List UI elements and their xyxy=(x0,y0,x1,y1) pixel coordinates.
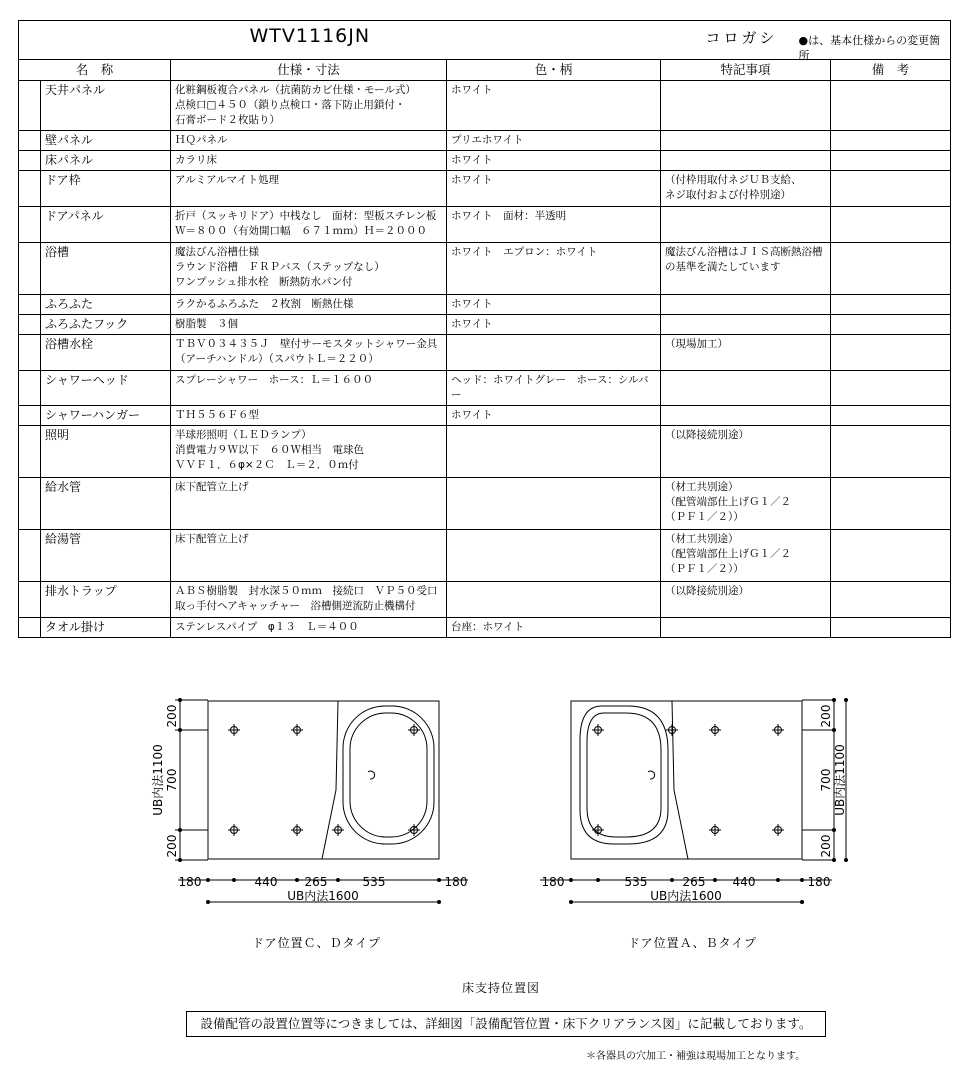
model-number: WTV1116JN xyxy=(249,24,371,47)
dimension-tick xyxy=(178,858,182,862)
dimension-tick xyxy=(832,858,836,862)
item-name: ふろふた xyxy=(41,295,171,315)
item-special xyxy=(661,131,831,151)
item-spec: 半球形照明（ＬＥＤランプ） 消費電力９Ｗ以下 ６０Ｗ相当 電球色 ＶＶＦ１．６φ×２Ｃ Ｌ＝２．０ｍ付 xyxy=(171,426,447,478)
bullet-mark-icon: ● xyxy=(798,33,809,47)
item-name: 床パネル xyxy=(41,151,171,171)
item-spec: ＴＢＶ０３４３５Ｊ 壁付サーモスタットシャワー金具 （アーチハンドル）（スパウトＬ＝２２０） xyxy=(171,335,447,371)
right-vdim-0: 200 xyxy=(819,704,833,728)
support-point-icon xyxy=(772,724,784,736)
item-color: プリエホワイト xyxy=(447,131,661,151)
mark-cell xyxy=(19,530,41,582)
item-name: 壁パネル xyxy=(41,131,171,151)
item-color: 台座：ホワイト xyxy=(447,618,661,638)
item-special xyxy=(661,406,831,426)
header-special: 特記事項 xyxy=(661,60,831,81)
item-remarks xyxy=(831,426,951,478)
item-spec: 化粧鋼板複合パネル（抗菌防カビ仕様・モール式） 点検口□４５０（鎖り点検口・落下防止用鎖付・ 石膏ボード２枚貼り） xyxy=(171,81,447,131)
dimension-tick xyxy=(776,878,780,882)
header-remarks: 備 考 xyxy=(831,60,951,81)
right-htotal: UB内法1600 xyxy=(650,889,722,903)
item-special xyxy=(661,207,831,243)
right-hdim-0: 180 xyxy=(541,875,565,889)
support-point-icon xyxy=(592,824,604,836)
mark-cell xyxy=(19,618,41,638)
support-point-icon xyxy=(332,824,344,836)
item-color xyxy=(447,478,661,530)
left-vdim-0: 200 xyxy=(165,704,179,728)
item-color: ホワイト 面材：半透明 xyxy=(447,207,661,243)
item-color xyxy=(447,426,661,478)
support-point-icon xyxy=(709,824,721,836)
floor-support-plans xyxy=(0,680,976,960)
item-name: 給水管 xyxy=(41,478,171,530)
dimension-tick xyxy=(295,878,299,882)
item-name: 排水トラップ xyxy=(41,582,171,618)
right-vtotal: UB内法1100 xyxy=(833,744,847,816)
support-point-icon xyxy=(592,724,604,736)
support-point-icon xyxy=(408,824,420,836)
dimension-tick xyxy=(713,878,717,882)
item-color: ホワイト xyxy=(447,315,661,335)
dimension-tick xyxy=(596,878,600,882)
dimension-tick xyxy=(832,728,836,732)
item-spec: ラクかるふろふた ２枚割 断熱仕様 xyxy=(171,295,447,315)
dimension-tick xyxy=(178,828,182,832)
left-vdim-2: 200 xyxy=(165,834,179,858)
item-special xyxy=(661,618,831,638)
table-row xyxy=(19,131,951,151)
left-vtotal: UB内法1100 xyxy=(151,744,165,816)
mark-cell xyxy=(19,243,41,295)
item-color xyxy=(447,530,661,582)
left-hdim-0: 180 xyxy=(178,875,202,889)
table-row xyxy=(19,243,951,295)
item-color: ホワイト xyxy=(447,81,661,131)
item-spec: 床下配管立上げ xyxy=(171,530,447,582)
item-special xyxy=(661,151,831,171)
item-remarks xyxy=(831,81,951,131)
item-spec: スプレーシャワー ホース：Ｌ＝１６００ xyxy=(171,371,447,406)
mark-cell xyxy=(19,315,41,335)
right-hdim-1: 535 xyxy=(624,875,648,889)
item-remarks xyxy=(831,151,951,171)
mark-cell xyxy=(19,426,41,478)
item-name: 照明 xyxy=(41,426,171,478)
left-hdim-1: 440 xyxy=(254,875,278,889)
right-vdim-1: 700 xyxy=(819,768,833,792)
right-vdim-2: 200 xyxy=(819,834,833,858)
section-title: 床支持位置図 xyxy=(462,981,541,995)
item-special: （材工共別途） （配管端部仕上げＧ１／２ （ＰＦ１／２）） xyxy=(661,530,831,582)
item-remarks xyxy=(831,582,951,618)
table-row xyxy=(19,371,951,406)
item-spec: 折戸（スッキリドア）中桟なし 面材：型板スチレン板 Ｗ＝８００（有効開口幅 ６７１ｍｍ）Ｈ＝２０００ xyxy=(171,207,447,243)
table-row xyxy=(19,81,951,131)
mark-cell xyxy=(19,207,41,243)
item-special xyxy=(661,315,831,335)
mark-cell xyxy=(19,171,41,207)
mark-cell xyxy=(19,131,41,151)
title-row xyxy=(19,21,951,60)
item-remarks xyxy=(831,371,951,406)
right-hdim-4: 180 xyxy=(807,875,831,889)
item-spec: ＴＨ５５６Ｆ６型 xyxy=(171,406,447,426)
item-special xyxy=(661,371,831,406)
mark-cell xyxy=(19,81,41,131)
item-remarks xyxy=(831,315,951,335)
header-spec: 仕様・寸法 xyxy=(171,60,447,81)
item-name: シャワーハンガー xyxy=(41,406,171,426)
mark-cell xyxy=(19,295,41,315)
dimension-tick xyxy=(569,900,573,904)
table-row xyxy=(19,207,951,243)
item-spec: ＡＢＳ樹脂製 封水深５０ｍｍ 接続口 ＶＰ５０受口 取っ手付ヘアキャッチャー 浴槽側逆流防止機構付 xyxy=(171,582,447,618)
dimension-tick xyxy=(178,698,182,702)
dimension-tick xyxy=(800,878,804,882)
table-row xyxy=(19,406,951,426)
dimension-tick xyxy=(437,878,441,882)
item-color: ヘッド：ホワイトグレー ホース：シルバー xyxy=(447,371,661,406)
support-point-icon xyxy=(228,724,240,736)
piping-notice: 設備配管の設置位置等につきましては、詳細図「設備配管位置・床下クリアランス図」に記載しております。 xyxy=(186,1011,826,1037)
item-name: ふろふたフック xyxy=(41,315,171,335)
left-drain-icon xyxy=(368,771,375,779)
item-name: 浴槽水栓 xyxy=(41,335,171,371)
table-row xyxy=(19,426,951,478)
table-row xyxy=(19,151,951,171)
left-htotal: UB内法1600 xyxy=(287,889,359,903)
left-plan-caption: ドア位置Ｃ、Ｄタイプ xyxy=(252,936,382,950)
item-remarks xyxy=(831,207,951,243)
table-row xyxy=(19,335,951,371)
table-row xyxy=(19,618,951,638)
table-row xyxy=(19,315,951,335)
dimension-tick xyxy=(844,858,848,862)
table-row xyxy=(19,478,951,530)
item-name: 給湯管 xyxy=(41,530,171,582)
item-remarks xyxy=(831,530,951,582)
left-door-line xyxy=(322,701,338,859)
item-color: ホワイト xyxy=(447,151,661,171)
support-point-icon xyxy=(666,724,678,736)
header-row xyxy=(19,60,951,81)
item-remarks xyxy=(831,131,951,151)
item-color: ホワイト xyxy=(447,406,661,426)
support-point-icon xyxy=(772,824,784,836)
mark-cell xyxy=(19,371,41,406)
item-spec: 床下配管立上げ xyxy=(171,478,447,530)
item-name: 天井パネル xyxy=(41,81,171,131)
item-special: （付枠用取付ネジＵＢ支給、 ネジ取付および付枠別途） xyxy=(661,171,831,207)
item-special: （以降接続別途） xyxy=(661,426,831,478)
item-remarks xyxy=(831,243,951,295)
left-hdim-2: 265 xyxy=(304,875,328,889)
mark-cell xyxy=(19,478,41,530)
item-remarks xyxy=(831,171,951,207)
right-hdim-3: 440 xyxy=(732,875,756,889)
table-row xyxy=(19,171,951,207)
item-name: タオル掛け xyxy=(41,618,171,638)
item-name: ドア枠 xyxy=(41,171,171,207)
table-row xyxy=(19,530,951,582)
left-hdim-3: 535 xyxy=(362,875,386,889)
item-remarks xyxy=(831,295,951,315)
right-drain-icon xyxy=(648,771,655,779)
item-color: ホワイト xyxy=(447,171,661,207)
spec-table xyxy=(18,20,951,638)
support-point-icon xyxy=(228,824,240,836)
header-name: 名 称 xyxy=(19,60,171,81)
installation-type: コロガシ xyxy=(705,28,778,47)
dimension-tick xyxy=(832,698,836,702)
item-spec: 樹脂製 ３個 xyxy=(171,315,447,335)
dimension-tick xyxy=(178,728,182,732)
right-hdim-2: 265 xyxy=(682,875,706,889)
support-point-icon xyxy=(291,824,303,836)
table-row xyxy=(19,582,951,618)
dimension-tick xyxy=(832,828,836,832)
right-door-line xyxy=(672,701,688,859)
item-name: シャワーヘッド xyxy=(41,371,171,406)
item-name: 浴槽 xyxy=(41,243,171,295)
item-special: （以降接続別途） xyxy=(661,582,831,618)
item-spec: ＨＱパネル xyxy=(171,131,447,151)
item-spec: カラリ床 xyxy=(171,151,447,171)
left-hdim-4: 180 xyxy=(444,875,468,889)
item-remarks xyxy=(831,478,951,530)
dimension-tick xyxy=(336,878,340,882)
item-color: ホワイト エプロン：ホワイト xyxy=(447,243,661,295)
item-special xyxy=(661,81,831,131)
mark-cell xyxy=(19,335,41,371)
mark-cell xyxy=(19,406,41,426)
left-plan-outline xyxy=(208,701,439,859)
left-tub-outer xyxy=(343,706,434,844)
header-color: 色・柄 xyxy=(447,60,661,81)
dimension-tick xyxy=(569,878,573,882)
item-spec: ステンレスパイプ φ１３ Ｌ＝４００ xyxy=(171,618,447,638)
item-special: 魔法びん浴槽はＪＩＳ高断熱浴槽 の基準を満たしています xyxy=(661,243,831,295)
item-special: （現場加工） xyxy=(661,335,831,371)
item-color: ホワイト xyxy=(447,295,661,315)
dimension-tick xyxy=(206,900,210,904)
item-remarks xyxy=(831,335,951,371)
item-spec: 魔法びん浴槽仕様 ラウンド浴槽 ＦＲＰバス（ステップなし） ワンプッシュ排水栓 断熱防水パン付 xyxy=(171,243,447,295)
item-special xyxy=(661,295,831,315)
left-vdim-1: 700 xyxy=(165,768,179,792)
support-point-icon xyxy=(709,724,721,736)
right-plan-outline xyxy=(571,701,802,859)
dimension-tick xyxy=(437,900,441,904)
item-special: （材工共別途） （配管端部仕上げＧ１／２ （ＰＦ１／２）） xyxy=(661,478,831,530)
dimension-tick xyxy=(670,878,674,882)
item-remarks xyxy=(831,618,951,638)
mark-cell xyxy=(19,151,41,171)
change-legend xyxy=(799,33,951,60)
item-name: ドアパネル xyxy=(41,207,171,243)
dimension-tick xyxy=(800,900,804,904)
change-legend-text: は、基本仕様からの変更箇所 xyxy=(798,33,941,62)
left-tub-inner xyxy=(350,713,427,837)
item-remarks xyxy=(831,406,951,426)
item-color xyxy=(447,335,661,371)
item-spec: アルミアルマイト処理 xyxy=(171,171,447,207)
dimension-tick xyxy=(844,698,848,702)
right-plan-caption: ドア位置Ａ、Ｂタイプ xyxy=(628,936,758,950)
mark-cell xyxy=(19,582,41,618)
dimension-tick xyxy=(232,878,236,882)
dimension-tick xyxy=(206,878,210,882)
support-point-icon xyxy=(291,724,303,736)
item-color xyxy=(447,582,661,618)
footnote: ＊各器具の穴加工・補強は現場加工となります。 xyxy=(586,1051,806,1062)
table-row xyxy=(19,295,951,315)
